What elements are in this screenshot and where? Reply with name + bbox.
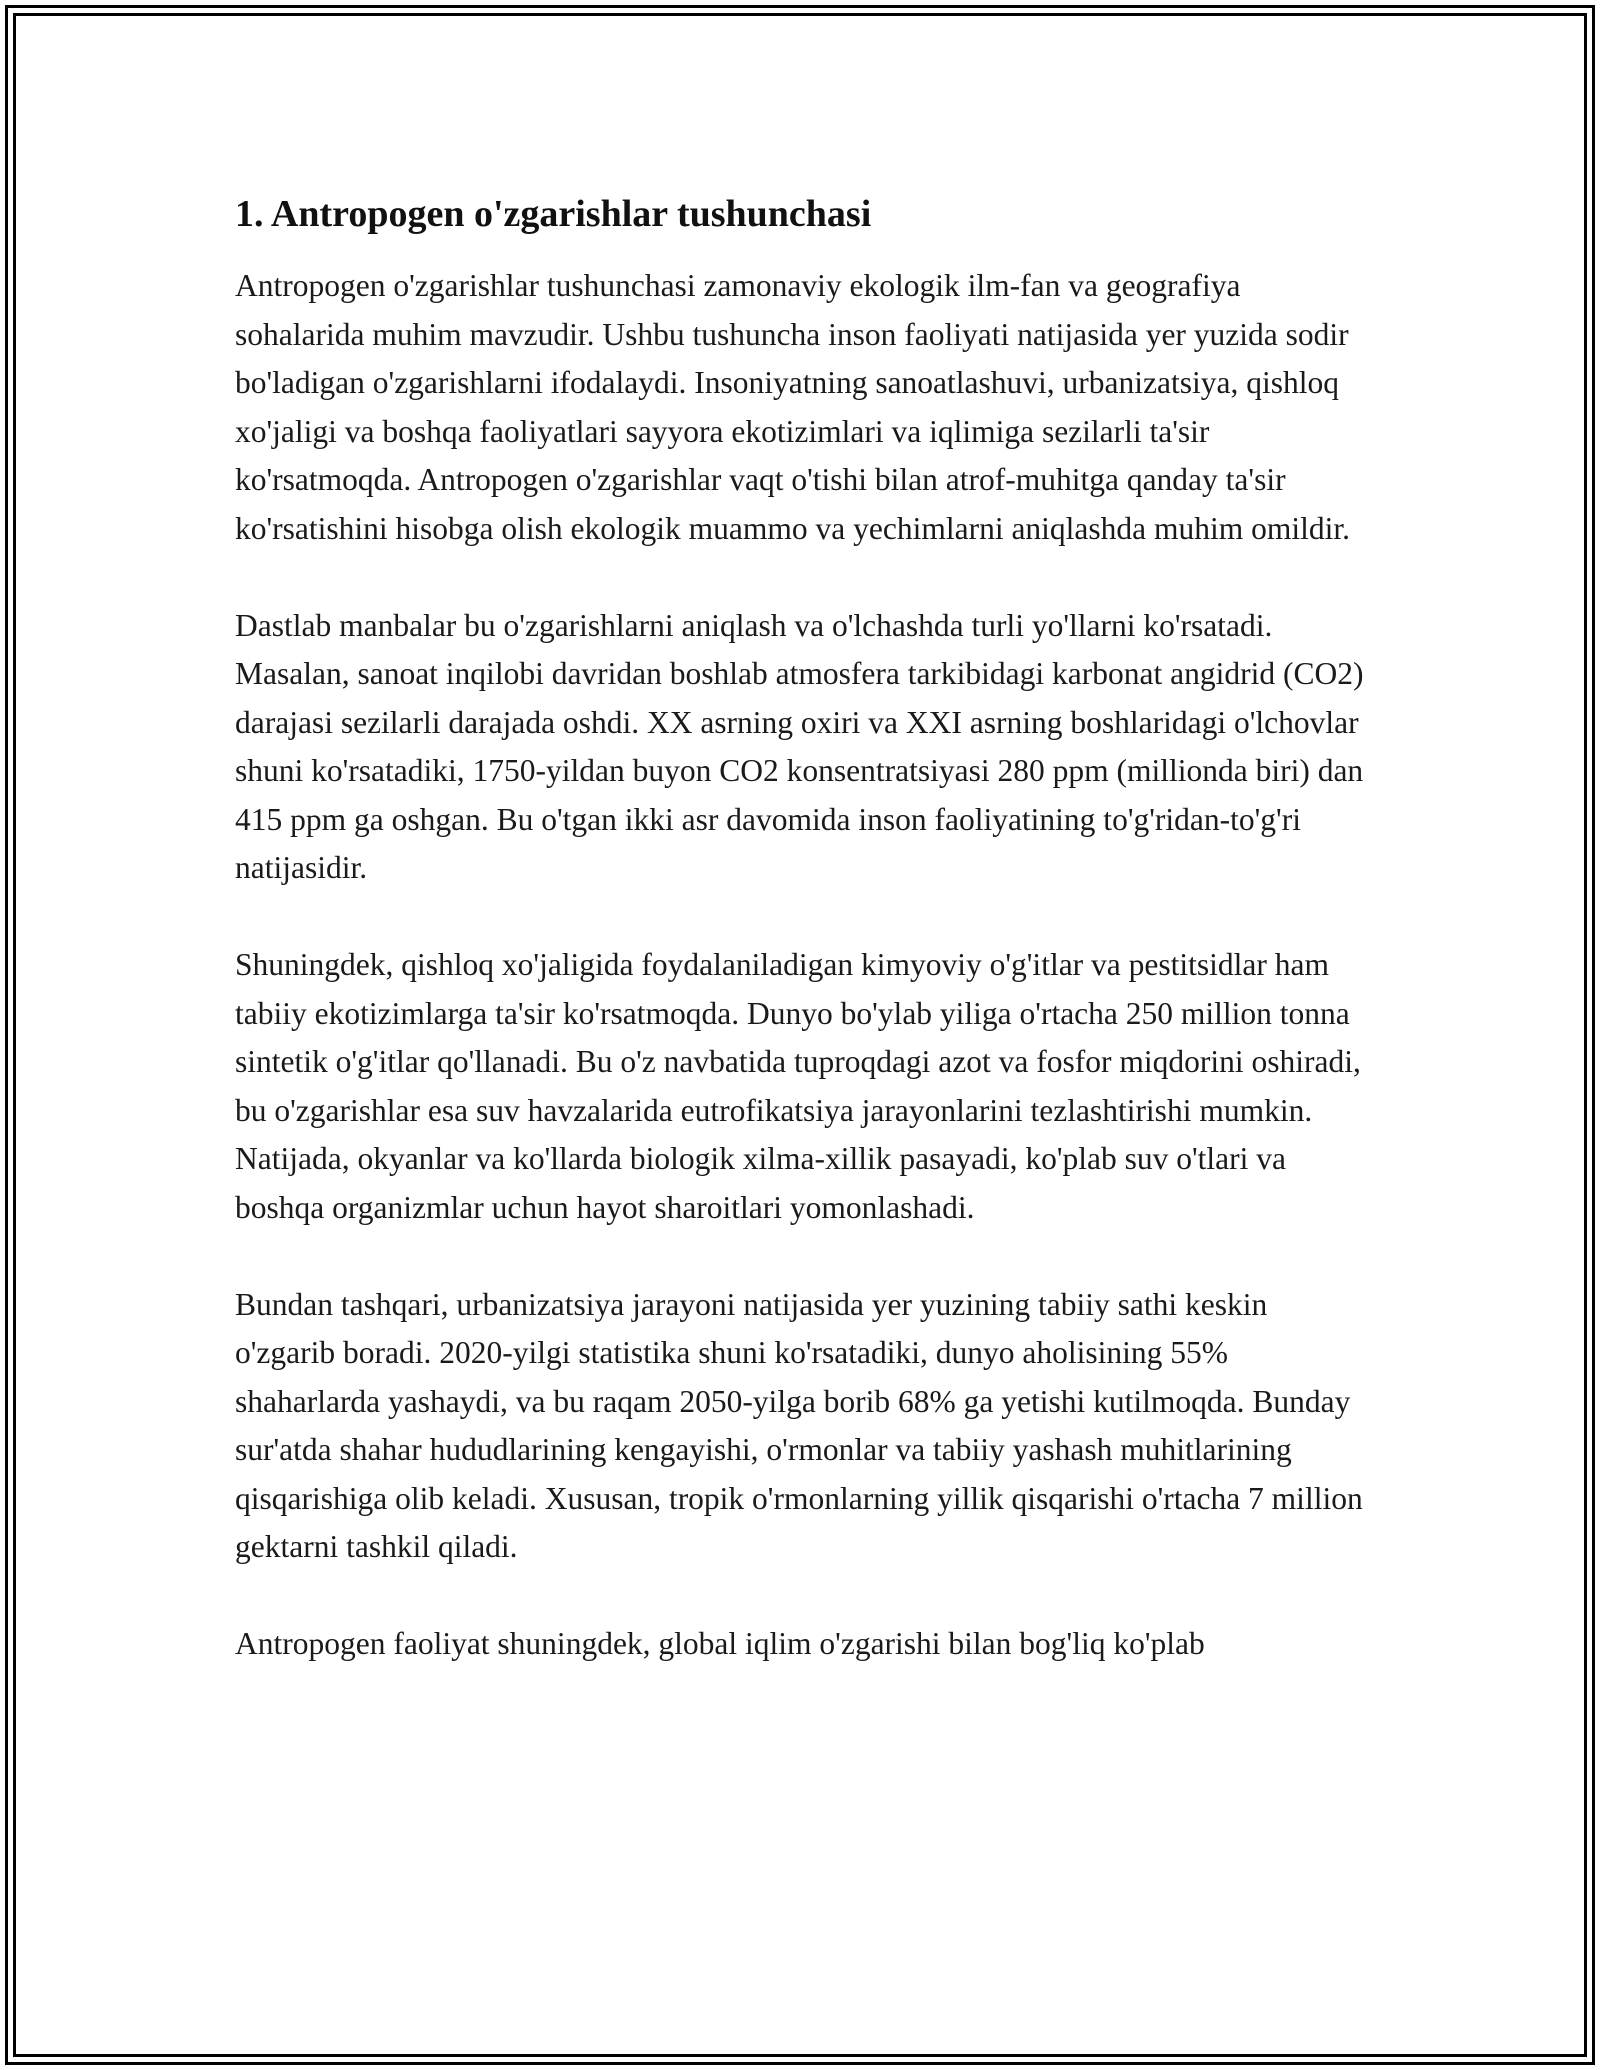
paragraph-3: Shuningdek, qishloq xo'jaligida foydalaniladigan kimyoviy o'g'itlar va pestitsidlar ham tabiiy ekotizimlarga ta'sir ko'rsatmoqda. Dunyo bo'ylab yiliga o'rtacha 250 million tonna sintetik o'g'itlar qo'llanadi. Bu o'z navbatida tuproqdagi azot va fosfor miqdorini oshiradi, bu o'zgarishlar esa suv havzalarida eutrofikatsiya jarayonlarini tezlashtirishi mumkin. Natijada, okyanlar va ko'llarda biologik xilma-xillik pasayadi, ko'plab suv o'tlari va boshqa organizmlar uchun hayot sharoitlari yomonlashadi. [235,947,1361,1225]
paragraph-1: Antropogen o'zgarishlar tushunchasi zamonaviy ekologik ilm-fan va geografiya sohalarida muhim mavzudir. Ushbu tushuncha inson faoliyati natijasida yer yuzida sodir bo'ladigan o'zgarishlarni ifodalaydi. Insoniyatning sanoatlashuvi, urbanizatsiya, qishloq xo'jaligi va boshqa faoliyatlari sayyora ekotizimlari va iqlimiga sezilarli ta'sir ko'rsatmoqda. Antropogen o'zgarishlar vaqt o'tishi bilan atrof-muhitga qanday ta'sir ko'rsatishini hisobga olish ekologik muammo va yechimlarni aniqlashda muhim omildir. [235,268,1351,546]
document-body [235,190,1375,1717]
section-heading: 1. Antropogen o'zgarishlar tushunchasi [235,193,872,235]
paragraph-2: Dastlab manbalar bu o'zgarishlarni aniqlash va o'lchashda turli yo'llarni ko'rsatadi. Masalan, sanoat inqilobi davridan boshlab atmosfera tarkibidagi karbonat angidrid (CO2) darajasi sezilarli darajada oshdi. XX asrning oxiri va XXI asrning boshlaridagi o'lchovlar shuni ko'rsatadiki, 1750-yildan buyon CO2 konsentratsiyasi 280 ppm (millionda biri) dan 415 ppm ga oshgan. Bu o'tgan ikki asr davomida inson faoliyatining to'g'ridan-to'g'ri natijasidir. [235,607,1364,885]
paragraph-5: Antropogen faoliyat shuningdek, global iqlim o'zgarishi bilan bog'liq ko'plab [235,1626,1205,1661]
paragraph-4: Bundan tashqari, urbanizatsiya jarayoni natijasida yer yuzining tabiiy sathi keskin o'zgarib boradi. 2020-yilgi statistika shuni ko'rsatadiki, dunyo aholisining 55% shaharlarda yashaydi, va bu raqam 2050-yilga borib 68% ga yetishi kutilmoqda. Bunday sur'atda shahar hududlarining kengayishi, o'rmonlar va tabiiy yashash muhitlarining qisqarishiga olib keladi. Xususan, tropik o'rmonlarning yillik qisqarishi o'rtacha 7 million gektarni tashkil qiladi. [235,1286,1363,1564]
